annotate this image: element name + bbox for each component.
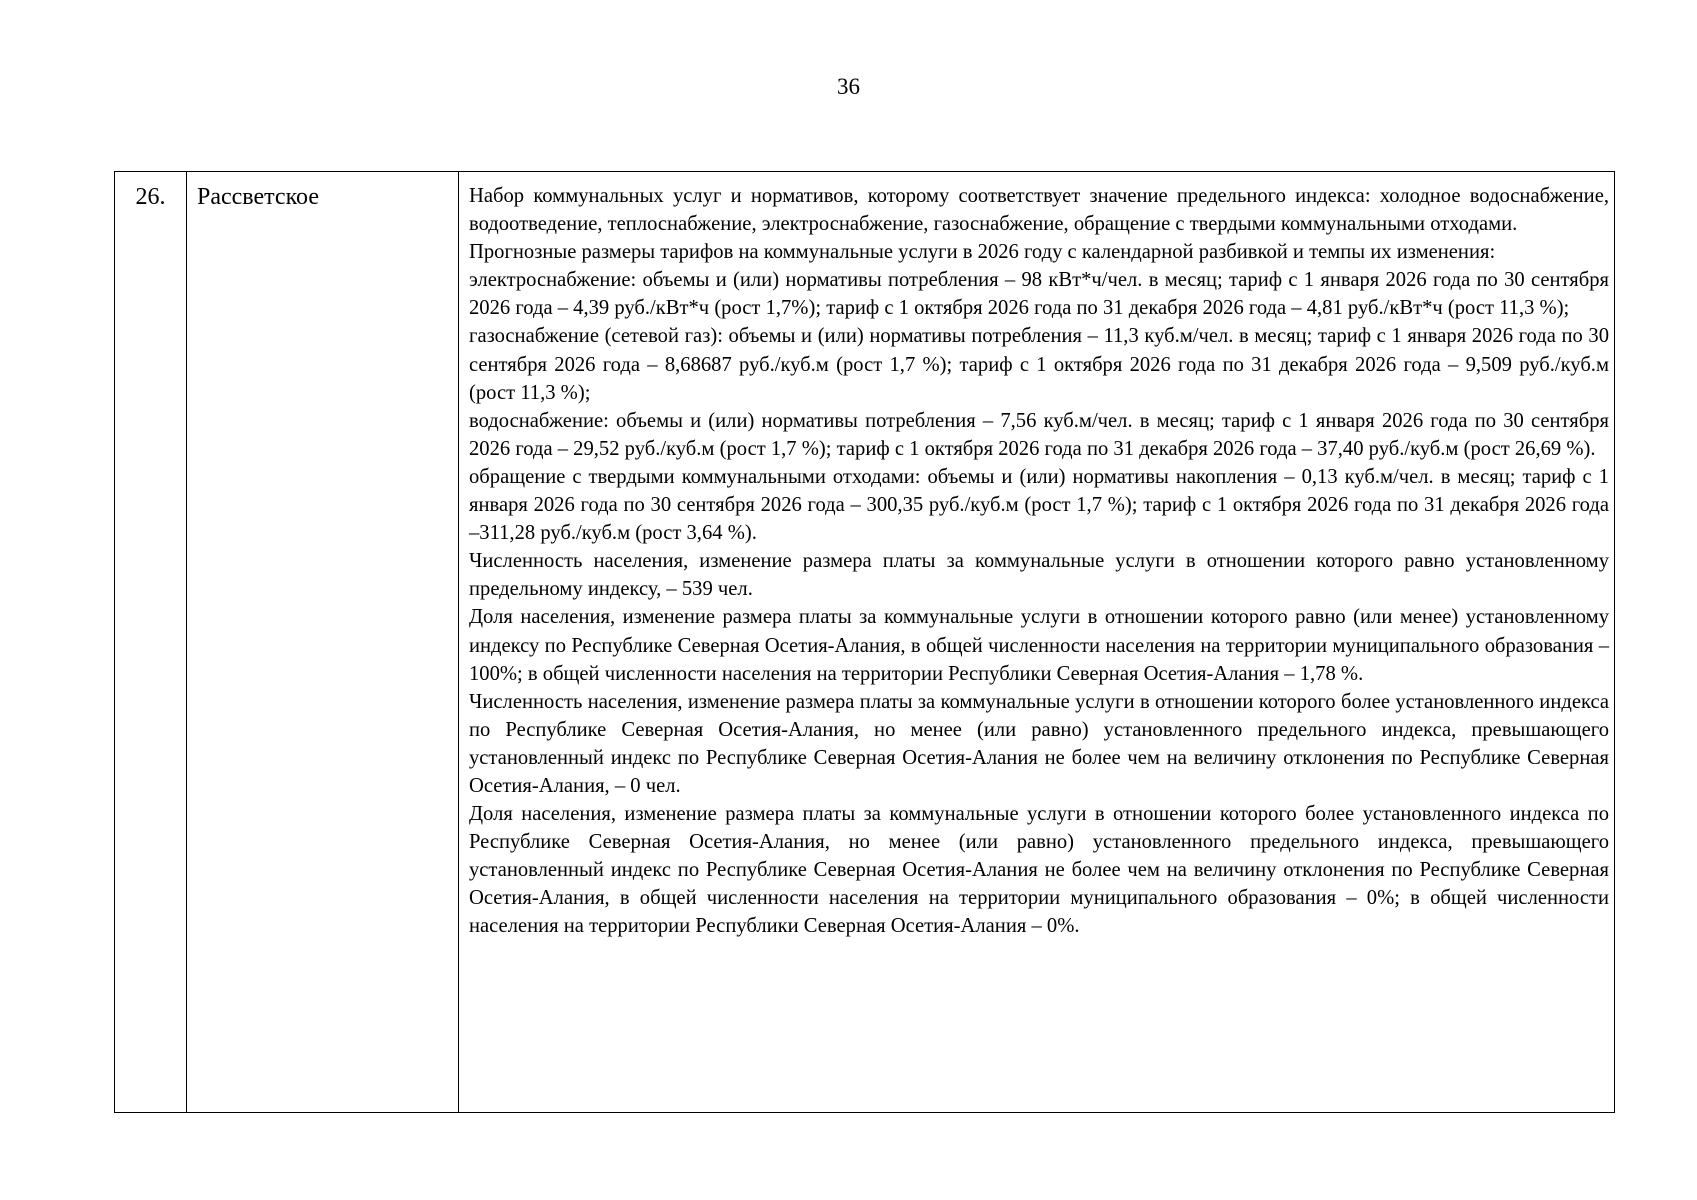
row-number-cell: [115, 172, 187, 1113]
row-number: 26.: [135, 184, 166, 210]
tariff-forecast-intro-paragraph: Прогнозные размеры тарифов на коммунальные услуги в 2026 году с календарной разбивкой и темпы их изменения:: [469, 241, 1496, 264]
water-tariff-paragraph: водоснабжение: объемы и (или) нормативы потребления – 7,56 куб.м/чел. в месяц; тариф с 1 января 2026 года по 30 сентября 2026 года – 29,52 руб./куб.м (рост 1,7 %); тариф с 1 октября 2026 года по 31 декабря 2026 года – 37,40 руб./куб.м (рост 26,69 %).: [469, 409, 1609, 460]
gas-tariff-paragraph: газоснабжение (сетевой газ): объемы и (или) нормативы потребления – 11,3 куб.м/чел. в месяц; тариф с 1 января 2026 года по 30 сентября 2026 года – 8,68687 руб./куб.м (рост 1,7 %); тариф с 1 октября 2026 года по 31 декабря 2026 года – 9,509 руб./куб.м (рост 11,3 %);: [469, 325, 1609, 404]
municipality-name: Рассветское: [197, 184, 319, 210]
municipality-name-cell: [187, 172, 459, 1113]
population-at-limit-paragraph: Численность населения, изменение размера платы за коммунальные услуги в отношении которого равно установленному предельному индексу, – 539 чел.: [469, 550, 1609, 601]
electricity-tariff-paragraph: электроснабжение: объемы и (или) нормативы потребления – 98 кВт*ч/чел. в месяц; тариф с 1 января 2026 года по 30 сентября 2026 года – 4,39 руб./кВт*ч (рост 1,7%); тариф с 1 октября 2026 года по 31 декабря 2026 года – 4,81 руб./кВт*ч (рост 11,3 %);: [469, 269, 1609, 320]
description-cell: [459, 172, 1615, 1113]
population-share-below-index-paragraph: Доля населения, изменение размера платы за коммунальные услуги в отношении которого равно (или менее) установленному индексу по Республике Северная Осетия-Алания, в общей численности населения на территории муниципального образования – 100%; в общей численности населения на территории Республики Северная Осетия-Алания – 1,78 %.: [469, 606, 1609, 685]
population-share-above-index-paragraph: Доля населения, изменение размера платы за коммунальные услуги в отношении которого более установленного индекса по Республике Северная Осетия-Алания, но менее (или равно) установленного предельного индекса, превышающего установленный индекс по Республике Северная Осетия-Алания не более чем на величину отклонения по Республике Северная Осетия-Алания, в общей численности населения на территории муниципального образования – 0%; в общей численности населения на территории Республики Северная Осетия-Алания – 0%.: [469, 803, 1609, 938]
tariff-table: [114, 171, 1615, 1113]
population-above-index-paragraph: Численность населения, изменение размера платы за коммунальные услуги в отношении которого более установленного индекса по Республике Северная Осетия-Алания, но менее (или равно) установленного предельного индекса, превышающего установленный индекс по Республике Северная Осетия-Алания не более чем на величину отклонения по Республике Северная Осетия-Алания, – 0 чел.: [469, 690, 1609, 797]
table-row: [115, 172, 1615, 1113]
page-number: 36: [837, 74, 860, 99]
waste-tariff-paragraph: обращение с твердыми коммунальными отходами: объемы и (или) нормативы накопления – 0,13 куб.м/чел. в месяц; тариф с 1 января 2026 года по 30 сентября 2026 года – 300,35 руб./куб.м (рост 1,7 %); тариф с 1 октября 2026 года по 31 декабря 2026 года –311,28 руб./куб.м (рост 3,64 %).: [469, 465, 1609, 545]
utilities-set-paragraph: Набор коммунальных услуг и нормативов, которому соответствует значение предельного индекса: холодное водоснабжение, водоотведение, теплоснабжение, электроснабжение, газоснабжение, обращение с твердыми коммунальными отходами.: [469, 185, 1609, 236]
